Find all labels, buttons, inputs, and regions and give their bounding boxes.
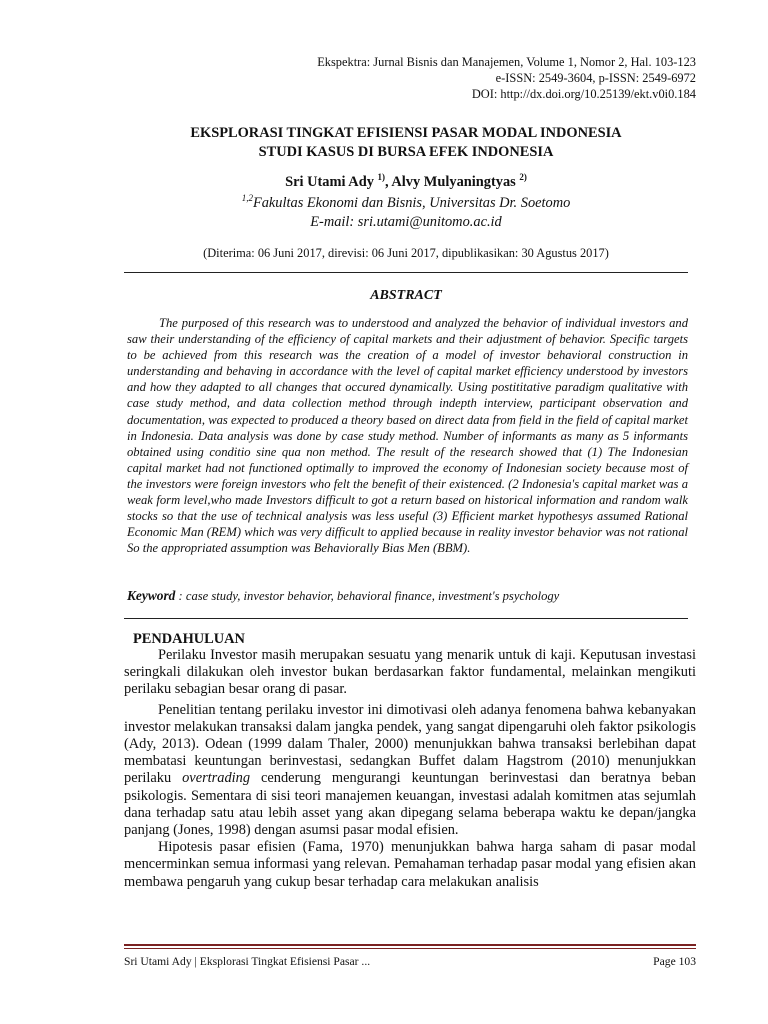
paragraph-3: Hipotesis pasar efisien (Fama, 1970) menunjukkan bahwa harga saham di pasar modal mencerminkan semua informasi yang relevan. Pemahaman terhadap pasar modal yang efisien akan membawa pengaruh yang cukup besar terhadap cara melakukan analisis bbox=[124, 839, 696, 890]
paragraph-2-term: overtrading bbox=[182, 770, 251, 787]
author-1: Sri Utami Ady bbox=[285, 174, 374, 190]
paragraph-2 bbox=[124, 702, 696, 840]
affiliation bbox=[100, 194, 712, 213]
running-title: Sri Utami Ady | Eksplorasi Tingkat Efisiensi Pasar ... bbox=[124, 955, 371, 968]
abstract-heading: ABSTRACT bbox=[370, 288, 442, 303]
footer-rule bbox=[124, 944, 696, 946]
article-title bbox=[100, 124, 712, 162]
keywords bbox=[127, 587, 688, 605]
publication-dates: (Diterima: 06 Juni 2017, direvisi: 06 Juni 2017, dipublikasikan: 30 Agustus 2017) bbox=[203, 246, 609, 260]
section-body bbox=[124, 647, 696, 891]
issn-line: e-ISSN: 2549-3604, p-ISSN: 2549-6972 bbox=[495, 71, 696, 85]
section-heading: PENDAHULUAN bbox=[133, 631, 245, 647]
paragraph-1: Perilaku Investor masih merupakan sesuatu yang menarik untuk di kaji. Keputusan investasi seringkali dilakukan oleh investor bukan berdasarkan faktor fundamental, melainkan mengikuti perilaku sebagian besar orang di pasar. bbox=[124, 647, 696, 698]
page-number: Page 103 bbox=[653, 955, 696, 968]
author-2: Alvy Mulyaningtyas bbox=[391, 174, 516, 190]
affiliation-marker: 1,2 bbox=[241, 193, 253, 204]
title-line-2: STUDI KASUS DI BURSA EFEK INDONESIA bbox=[258, 144, 554, 160]
journal-header bbox=[216, 54, 696, 102]
affiliation-text: Fakultas Ekonomi dan Bisnis, Universitas Dr. Soetomo bbox=[252, 195, 571, 211]
divider-middle bbox=[124, 618, 688, 619]
title-line-1: EKSPLORASI TINGKAT EFISIENSI PASAR MODAL INDONESIA bbox=[190, 125, 622, 141]
doi-line: DOI: http://dx.doi.org/10.25139/ekt.v0i0.184 bbox=[471, 87, 696, 101]
divider-top bbox=[124, 272, 688, 273]
paragraph-2-start: Penelitian tentang perilaku investor ini dimotivasi oleh adanya fenomena bahwa kebanyakan investor melakukan transaksi dalam jangka pendek, yang sangat dipengaruhi oleh faktor psikologis (Ady, 2013). Odean (1999 dalam Thaler, 2000) menunjukkan bahwa transaksi berlebihan dapat membatasi keuntungan berinvestasi, sedangkan Buffet dalam Hagstrom (2010) menunjukkan perilaku bbox=[124, 701, 696, 787]
abstract-text: The purposed of this research was to understood and analyzed the behavior of individual investors and saw their understanding of the efficiency of capital markets and their adjustment of behavior. Specific targets to be achieved from this research was the creation of a model of investor behavioral construction in understanding and behaving in accordance with the level of capital market efficiency understood by investors and how they adapted to all changes that occured dynamically. Using postititative paradigm qualitative with case study method, and data collection method through indepth interview, participant observation and documentation, was expected to produced a theory based on direct data from field in the field of capital market in Indonesia. Data analysis was done by case study method. Number of informants as many as 5 informants obtained using conditio sine qua non method. The result of the research showed that (1) The Indonesian capital market had not functioned optimally to improved the economy of Indonesian society because most of the investors were foreign investors who felt the benefit of their existenced. (2 Indonesia's capital market was a weak form level,who made Investors difficult to got a return based on historical information and random walk stocks so that the use of technical analysis was less useful (3) Efficient market hypothesys assumed Rational Economic Man (REM) which was very difficult to applied because in reality investor behavior was not rational So the appropriated assumption was Behaviorally Bias Men (BBM). bbox=[127, 316, 688, 556]
footer-rule-thin bbox=[124, 948, 696, 949]
keyword-list: : case study, investor behavior, behavioral finance, investment's psychology bbox=[175, 589, 560, 603]
journal-citation: Ekspektra: Jurnal Bisnis dan Manajemen, Volume 1, Nomor 2, Hal. 103-123 bbox=[317, 55, 696, 69]
author-separator: , bbox=[385, 174, 392, 190]
author-email: E-mail: sri.utami@unitomo.ac.id bbox=[310, 214, 502, 230]
author-1-marker: 1) bbox=[377, 172, 385, 183]
paragraph-2-end: cenderung mengurangi keuntungan berinvestasi dan beratnya beban psikologis. Sementara di sisi teori manajemen keuangan, investasi adalah komitmen atas sejumlah dana terhadap satu atau lebih asset yang akan dipegang selama beberapa waktu ke depan/jangka panjang (Jones, 1998) dengan asumsi pasar modal efisien. bbox=[124, 770, 696, 839]
keyword-label: Keyword bbox=[127, 588, 176, 603]
author-list bbox=[100, 173, 712, 192]
author-2-marker: 2) bbox=[519, 172, 527, 183]
